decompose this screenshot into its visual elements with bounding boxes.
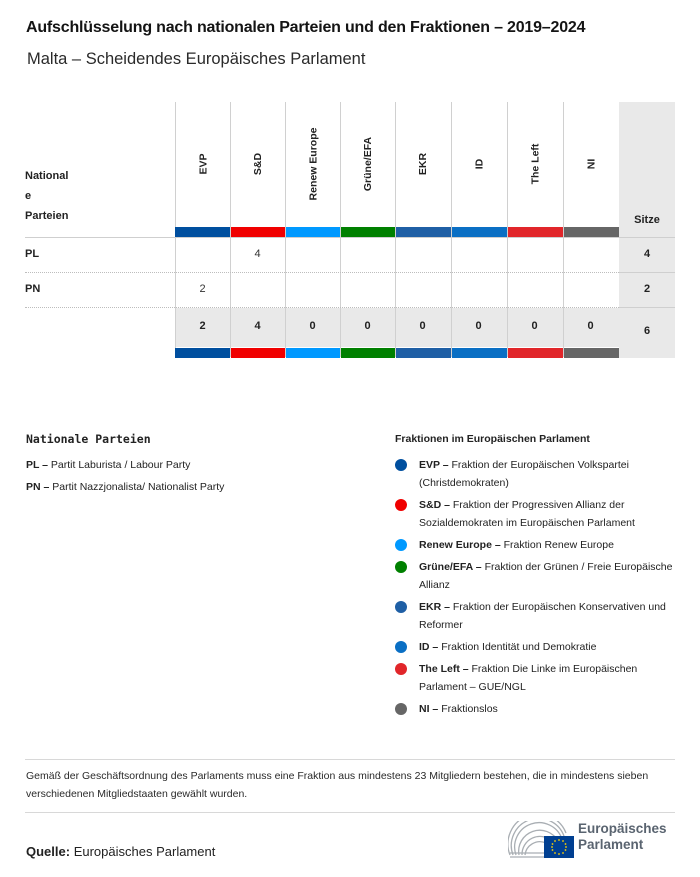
group-legend-item [395,496,685,532]
total-seats-cell: 6 [643,325,651,337]
group-legend-item [395,638,685,656]
group-header-text: EKR [417,152,430,176]
group-abbr: S&D – [419,499,450,511]
party-abbr: PN – [26,481,50,493]
group-abbr: EKR – [419,601,450,613]
national-party-legend-item [26,481,224,493]
total-cell: 2 [199,320,206,332]
group-header-text: ID [473,158,486,170]
group-name: Fraktion der Progressiven Allianz der Sozialdemokraten im Europäischen Parlament [419,499,635,529]
row-header-line: National [25,170,69,182]
group-header-text: EVP [197,153,210,175]
group-legend-item [395,456,685,492]
row-header-line: Parteien [25,210,69,222]
footnote: Gemäß der Geschäftsordnung des Parlaments muss eine Fraktion aus mindestens 23 Mitgliedern bestehen, die in mindestens sieben verschiedenen Mitgliedstaaten gewählt wurden. [26,770,649,800]
group-name: Fraktion Identität und Demokratie [441,641,597,653]
group-header-text: S&D [252,152,265,176]
header-divider [25,237,675,238]
total-cell: 0 [475,320,482,332]
group-header-renew [286,102,341,226]
total-cell: 0 [419,320,426,332]
legend-dot-icon [395,561,407,573]
group-color-bar-id [452,227,507,237]
group-color-bar-id [452,348,507,358]
chart-subtitle: Malta – Scheidendes Europäisches Parlament [27,50,366,68]
group-color-bar-evp [175,227,230,237]
seats-column-bg [619,102,675,358]
party-name: Partit Nazzjonalista/ Nationalist Party [52,481,225,493]
group-color-bar-renew [286,348,340,358]
source-value: Europäisches Parlament [73,844,216,859]
group-header-greens [341,102,396,226]
group-abbr: EVP – [419,459,449,471]
group-header-ekr [396,102,451,226]
group-name: Fraktion Die Linke im Europäischen Parlament – GUE/NGL [419,663,638,693]
group-name: Fraktion der Europäischen Konservativen und Reformer [419,601,666,631]
party-abbr: PL – [26,459,48,471]
group-header-sd [231,102,286,226]
total-cell: 0 [309,320,316,332]
group-header-ni [564,102,619,226]
row-header-line: e [25,190,32,202]
group-header-id [452,102,507,226]
group-color-bar-left [508,227,563,237]
total-cell: 0 [364,320,371,332]
group-legend-item [395,660,685,696]
footer-divider [25,812,675,813]
group-color-bar-left [508,348,563,358]
group-header-text: Renew Europe [307,127,320,201]
national-party-legend-item [26,459,190,471]
legend-dot-icon [395,601,407,613]
party-name: Partit Laburista / Labour Party [50,459,191,471]
group-abbr: The Left – [419,663,469,675]
parliament-hemicycle-icon [508,821,576,859]
total-cell: 0 [531,320,538,332]
group-color-bar-ekr [396,227,451,237]
row-divider [619,272,675,273]
row-divider [619,307,675,308]
source-line [26,844,215,859]
group-abbr: Grüne/EFA – [419,561,482,573]
seats-cell: 4 [643,248,651,260]
group-header-text: Grüne/EFA [362,136,375,192]
row-divider [25,272,619,273]
group-color-bar-renew [286,227,340,237]
group-name: Fraktionslos [441,703,498,715]
group-color-bar-greens [341,348,395,358]
group-color-bar-ni [564,348,619,358]
seats-cell: 2 [643,283,651,295]
legend-dot-icon [395,459,407,471]
groups-legend-title: Fraktionen im Europäischen Parlament [395,433,590,445]
group-color-bar-ni [564,227,619,237]
table-cell: 2 [199,283,206,295]
group-name: Fraktion der Grünen / Freie Europäische Allianz [419,561,673,591]
logo-line: Europäisches [578,821,667,836]
table-cell: 4 [254,248,261,260]
footer-divider [25,759,675,760]
group-header-evp [176,102,231,226]
source-label: Quelle: [26,844,71,859]
group-color-bar-evp [175,348,230,358]
seats-table [0,0,700,370]
legend-dot-icon [395,703,407,715]
group-header-left [508,102,563,226]
seats-header: Sitze [634,214,660,226]
group-legend-item [395,598,685,634]
group-abbr: Renew Europe – [419,539,501,551]
group-color-bar-sd [231,227,285,237]
legend-dot-icon [395,499,407,511]
party-row-label: PL [25,248,40,260]
group-abbr: NI – [419,703,439,715]
total-cell: 4 [254,320,261,332]
logo-wordmark [578,821,667,853]
group-abbr: ID – [419,641,439,653]
group-color-bar-sd [231,348,285,358]
group-color-bar-ekr [396,348,451,358]
row-header-label [25,166,68,226]
group-color-bar-greens [341,227,395,237]
group-legend-item [395,536,685,554]
legend-dot-icon [395,663,407,675]
group-legend-item [395,700,685,718]
group-header-text: The Left [529,143,542,185]
total-cell: 0 [587,320,594,332]
group-name: Fraktion der Europäischen Volkspartei (Christdemokraten) [419,459,629,489]
national-parties-legend-title: Nationale Parteien [26,432,151,446]
european-parliament-logo [508,821,678,861]
legend-dot-icon [395,641,407,653]
group-header-text: NI [585,158,598,170]
legend-dot-icon [395,539,407,551]
chart-title: Aufschlüsselung nach nationalen Parteien und den Fraktionen – 2019–2024 [26,19,586,36]
row-divider [25,307,619,308]
party-row-label: PN [25,283,41,295]
group-legend-item [395,558,685,594]
logo-line: Parlament [578,837,644,852]
group-name: Fraktion Renew Europe [503,539,614,551]
